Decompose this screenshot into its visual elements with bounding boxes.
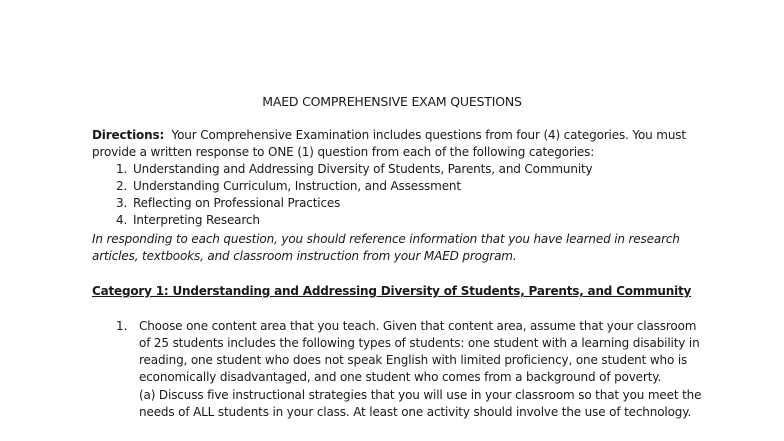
question-line: (a) Discuss five instructional strategies that you will use in your classroom so that you meet the	[139, 388, 702, 402]
question-line: reading, one student who does not speak English with limited proficiency, one student who is	[139, 353, 688, 367]
category-1-heading: Category 1: Understanding and Addressing Diversity of Students, Parents, and Community	[92, 284, 692, 298]
question-line: needs of ALL students in your class. At least one activity should involve the use of technology.	[139, 405, 692, 419]
question-number: 1.	[116, 319, 128, 333]
directions-line-2: provide a written response to ONE (1) question from each of the following categories:	[92, 145, 595, 159]
directions-label: Directions:	[92, 128, 165, 142]
category-list-item	[116, 162, 593, 176]
category-list-item	[116, 196, 340, 210]
document-title: MAED COMPREHENSIVE EXAM QUESTIONS	[262, 94, 522, 109]
list-label: Understanding and Addressing Diversity of Students, Parents, and Community	[133, 162, 593, 176]
list-number: 2.	[116, 179, 128, 193]
category-list-item	[116, 213, 260, 227]
list-number: 3.	[116, 196, 128, 210]
note-line-1: In responding to each question, you should reference information that you have learned in research	[92, 232, 680, 246]
question-line: of 25 students includes the following types of students: one student with a learning disability in	[139, 336, 700, 350]
note-line-2: articles, textbooks, and classroom instruction from your MAED program.	[92, 249, 517, 263]
directions-line-1	[92, 127, 686, 144]
category-list-item	[116, 179, 461, 193]
list-label: Understanding Curriculum, Instruction, and Assessment	[133, 179, 461, 193]
question-line: economically disadvantaged, and one student who comes from a background of poverty.	[139, 370, 662, 384]
list-label: Interpreting Research	[133, 213, 260, 227]
question-line: Choose one content area that you teach. Given that content area, assume that your classroom	[139, 319, 697, 333]
list-number: 4.	[116, 213, 128, 227]
list-number: 1.	[116, 162, 128, 176]
directions-text-1: Your Comprehensive Examination includes questions from four (4) categories. You must	[171, 128, 686, 142]
list-label: Reflecting on Professional Practices	[133, 196, 341, 210]
